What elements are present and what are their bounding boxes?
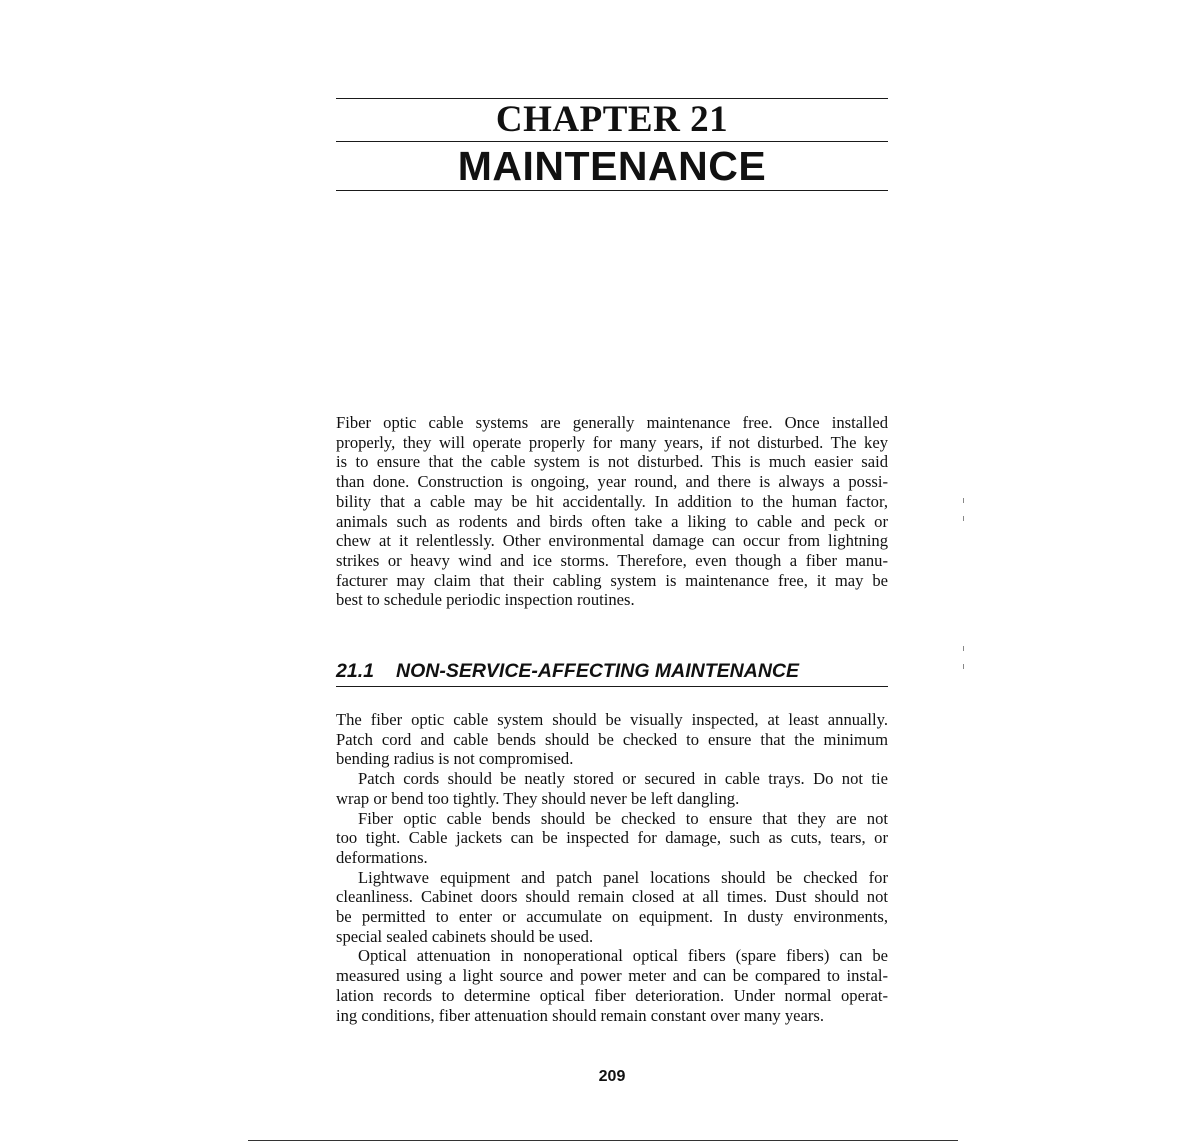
- section-rule: [336, 686, 888, 687]
- section-title: NON-SERVICE-AFFECTING MAINTENANCE: [396, 660, 799, 682]
- text-line: best to schedule periodic inspection routines.: [336, 590, 635, 610]
- scan-speck: [963, 516, 964, 521]
- text-line: wrap or bend too tightly. They should never be left dangling.: [336, 788, 740, 808]
- text-line: animals such as rodents and birds often take a liking to cable and peck or: [336, 511, 888, 531]
- header-rule-bottom: [336, 190, 888, 191]
- text-line: Lightwave equipment and patch panel locations should be checked for: [358, 867, 888, 887]
- text-line: strikes or heavy wind and ice storms. Therefore, even though a fiber manu-: [336, 550, 888, 570]
- text-line: Fiber optic cable bends should be checked to ensure that they are not: [358, 808, 888, 828]
- text-line: special sealed cabinets should be used.: [336, 926, 594, 946]
- text-line: facturer may claim that their cabling system is maintenance free, it may be: [336, 570, 888, 590]
- text-line: than done. Construction is ongoing, year round, and there is always a possi-: [336, 472, 888, 492]
- text-line: Optical attenuation in nonoperational optical fibers (spare fibers) can be: [358, 946, 888, 966]
- text-line: lation records to determine optical fiber deterioration. Under normal operat-: [336, 985, 888, 1005]
- scan-speck: [963, 646, 964, 651]
- section-number: 21.1: [336, 660, 374, 682]
- chapter-number: CHAPTER 21: [495, 99, 729, 140]
- text-line: bility that a cable may be hit accidentally. In addition to the human factor,: [336, 491, 888, 511]
- page-number: 209: [598, 1068, 626, 1085]
- text-line: The fiber optic cable system should be visually inspected, at least annually.: [336, 710, 888, 729]
- scan-speck: [963, 664, 964, 669]
- text-line: is to ensure that the cable system is not disturbed. This is much easier said: [336, 452, 888, 472]
- section-heading: [336, 658, 888, 684]
- text-line: ing conditions, fiber attenuation should remain constant over many years.: [336, 1005, 825, 1025]
- text-line: too tight. Cable jackets can be inspected for damage, such as cuts, tears, or: [336, 828, 888, 848]
- text-line: cleanliness. Cabinet doors should remain closed at all times. Dust should not: [336, 887, 888, 907]
- scan-bottom-edge: [248, 1140, 958, 1141]
- text-line: Patch cord and cable bends should be checked to ensure that the minimum: [336, 729, 888, 749]
- text-line: Patch cords should be neatly stored or secured in cable trays. Do not tie: [358, 769, 888, 789]
- text-line: be permitted to enter or accumulate on equipment. In dusty environments,: [336, 907, 888, 927]
- text-line: chew at it relentlessly. Other environmental damage can occur from lightning: [336, 531, 888, 551]
- intro-paragraph: [336, 413, 888, 610]
- text-line: Fiber optic cable systems are generally maintenance free. Once installed: [336, 413, 888, 432]
- section-body: [336, 710, 888, 1025]
- text-line: deformations.: [336, 847, 428, 867]
- chapter-title: MAINTENANCE: [457, 143, 767, 189]
- text-line: bending radius is not compromised.: [336, 749, 574, 769]
- text-line: measured using a light source and power meter and can be compared to instal-: [336, 966, 888, 986]
- text-line: properly, they will operate properly for many years, if not disturbed. The key: [336, 432, 888, 452]
- scan-speck: [963, 498, 964, 503]
